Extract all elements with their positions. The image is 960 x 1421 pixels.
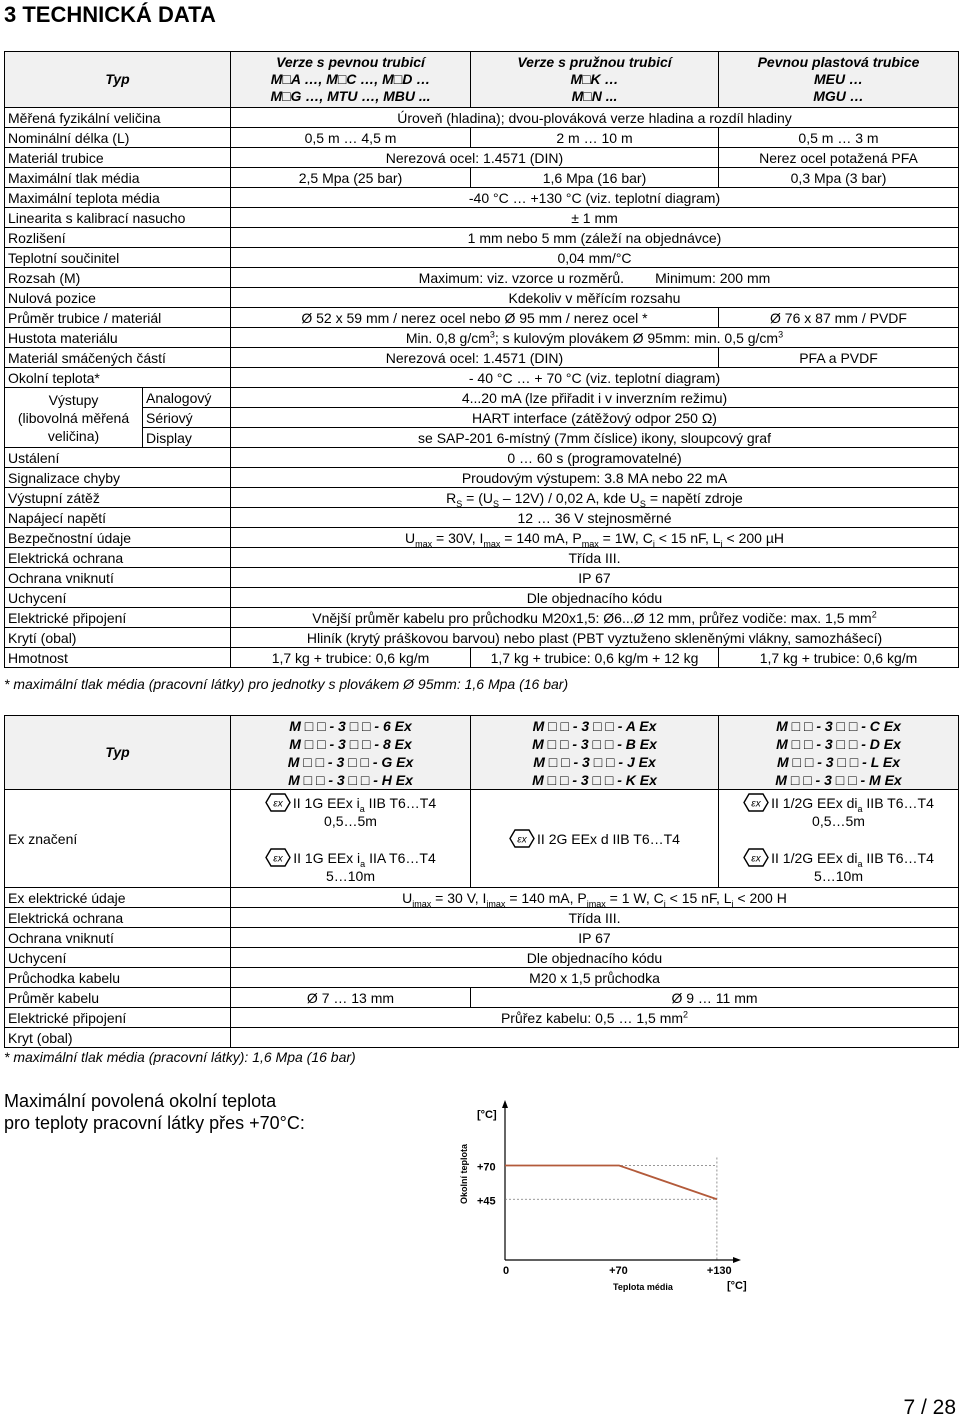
row-label: Sériový xyxy=(143,408,231,428)
code-line: M □ □ - 3 □ □ - 8 Ex xyxy=(289,735,412,752)
x-tick-label: +130 xyxy=(706,1265,732,1277)
row-value: 1 mm nebo 5 mm (záleží na objednávce) xyxy=(231,228,959,248)
table-row xyxy=(5,1008,959,1028)
flex-tube-header xyxy=(471,52,719,108)
header-line: Verze s pevnou trubicí xyxy=(276,54,425,70)
text: IIB T6…T4 xyxy=(364,794,437,811)
heading-line: Maximální povolená okolní teplota xyxy=(4,1091,277,1111)
table-row xyxy=(5,148,959,168)
sub: a xyxy=(360,858,366,869)
row-value: Proudovým výstupem: 3.8 MA nebo 22 mA xyxy=(231,468,959,488)
row-label: Hmotnost xyxy=(5,648,231,668)
table-row xyxy=(5,428,959,448)
row-label: Ochrana vniknutí xyxy=(5,928,231,948)
table-row xyxy=(5,388,959,408)
temperature-derating-chart xyxy=(455,1084,755,1299)
code-line: M □ □ - 3 □ □ - D Ex xyxy=(776,735,901,752)
code-line: M □ □ - 3 □ □ - H Ex xyxy=(288,771,413,788)
row-value: Dle objednacího kódu xyxy=(231,588,959,608)
sub: a xyxy=(857,858,863,869)
ex-hexagon-icon xyxy=(509,829,535,848)
svg-text:εx: εx xyxy=(273,798,283,809)
sup: 3 xyxy=(778,328,784,339)
section-title: 3 TECHNICKÁ DATA xyxy=(4,2,216,27)
ex-codes-c xyxy=(719,716,959,790)
text: veličina) xyxy=(47,427,100,444)
text: U xyxy=(405,529,416,546)
code-line: M □ □ - 3 □ □ - M Ex xyxy=(775,771,902,788)
row-label: Rozsah (M) xyxy=(5,268,231,288)
row-label: Průchodka kabelu xyxy=(5,968,231,988)
sub: a xyxy=(857,803,863,814)
text: < 15 nF, L xyxy=(654,529,721,546)
table-row xyxy=(5,368,959,388)
text: 0,5…5m xyxy=(812,812,865,829)
table-row xyxy=(5,948,959,968)
code-line: M □ □ - 3 □ □ - C Ex xyxy=(776,717,901,734)
table-row xyxy=(5,628,959,648)
header-line: MGU … xyxy=(813,88,864,104)
row-value: Nerezová ocel: 1.4571 (DIN) xyxy=(231,348,719,368)
row-label: Ustálení xyxy=(5,448,231,468)
row-label: Display xyxy=(143,428,231,448)
sub: max xyxy=(483,538,501,548)
sub: max xyxy=(415,538,433,548)
sub: imax xyxy=(486,898,506,908)
row-value: ± 1 mm xyxy=(231,208,959,228)
row-value xyxy=(231,528,959,548)
text: IIB T6…T4 xyxy=(862,794,934,811)
table-row xyxy=(5,908,959,928)
table-row xyxy=(5,488,959,508)
table-row xyxy=(5,448,959,468)
text: U xyxy=(402,889,413,906)
table-row xyxy=(5,790,959,888)
ex-hexagon-icon xyxy=(743,793,769,812)
row-label: Průměr kabelu xyxy=(5,988,231,1008)
row-value: Nerez ocel potažená PFA xyxy=(719,148,959,168)
table-row xyxy=(5,308,959,328)
table-row xyxy=(5,528,959,548)
table-row xyxy=(5,468,959,488)
row-value: se SAP-201 6-místný (7mm číslice) ikony, sloupcový graf xyxy=(231,428,959,448)
table-header-row xyxy=(5,52,959,108)
sub: imax xyxy=(586,898,606,908)
table-row xyxy=(5,328,959,348)
series-line xyxy=(505,1166,717,1200)
footnote-1: * maximální tlak média (pracovní látky) pro jednotky s plovákem Ø 95mm: 1,6 Mpa (16 bar) xyxy=(4,676,569,692)
x-tick-label: 0 xyxy=(503,1265,510,1277)
code-line: M □ □ - 3 □ □ - G Ex xyxy=(287,753,414,770)
table-row xyxy=(5,988,959,1008)
table-row xyxy=(5,408,959,428)
svg-text:εx: εx xyxy=(517,834,527,846)
plastic-tube-header xyxy=(719,52,959,108)
table-row xyxy=(5,248,959,268)
row-value: Ø 9 … 11 mm xyxy=(471,988,959,1008)
row-label: Napájecí napětí xyxy=(5,508,231,528)
type-header: Typ xyxy=(5,716,231,790)
page-number: 7 / 28 xyxy=(903,1396,956,1419)
sub: i xyxy=(663,898,666,908)
table-row xyxy=(5,888,959,908)
row-label: Materiál smáčených částí xyxy=(5,348,231,368)
row-value: Ø 76 x 87 mm / PVDF xyxy=(719,308,959,328)
row-value: Dle objednacího kódu xyxy=(231,948,959,968)
footnote-2: * maximální tlak média (pracovní látky): 1,6 Mpa (16 bar) xyxy=(4,1049,356,1065)
code-line: M □ □ - 3 □ □ - B Ex xyxy=(532,735,657,752)
sub: i xyxy=(720,538,723,548)
row-value: -40 °C … +130 °C (viz. teplotní diagram) xyxy=(231,188,959,208)
row-label: Ochrana vniknutí xyxy=(5,568,231,588)
text: = 1 W, C xyxy=(605,889,664,906)
sup: 2 xyxy=(683,1008,689,1019)
row-label: Rozlišení xyxy=(5,228,231,248)
text: = 30V, I xyxy=(432,529,484,546)
header-line: MEU … xyxy=(814,71,863,87)
row-label: Ex elektrické údaje xyxy=(5,888,231,908)
table-row xyxy=(5,188,959,208)
x-axis-unit: [°C] xyxy=(727,1280,747,1292)
heading-line: pro teploty pracovní látky přes +70°C: xyxy=(4,1113,305,1133)
table-row xyxy=(5,608,959,628)
text: II 2G EEx d IIB T6…T4 xyxy=(537,831,680,847)
table-row xyxy=(5,548,959,568)
row-value: 0,5 m … 3 m xyxy=(719,128,959,148)
text: II 1G EEx i xyxy=(293,849,361,866)
sub: imax xyxy=(412,898,432,908)
text: Průřez kabelu: 0,5 … 1,5 mm xyxy=(500,1009,684,1026)
row-value xyxy=(231,1028,959,1048)
sub: i xyxy=(731,898,734,908)
row-value: 1,7 kg + trubice: 0,6 kg/m xyxy=(719,648,959,668)
row-value: - 40 °C … + 70 °C (viz. teplotní diagram) xyxy=(231,368,959,388)
row-value: 0,04 mm/°C xyxy=(231,248,959,268)
type-header: Typ xyxy=(5,52,231,108)
table-row xyxy=(5,228,959,248)
text: = 30 V, I xyxy=(431,889,487,906)
y-axis-label: Okolní teplota xyxy=(459,1143,469,1205)
svg-text:εx: εx xyxy=(751,798,761,809)
row-label: Signalizace chyby xyxy=(5,468,231,488)
row-value: 2,5 Mpa (25 bar) xyxy=(231,168,471,188)
header-line: M□K … xyxy=(570,71,619,87)
row-value xyxy=(231,268,959,288)
ex-mark-a xyxy=(231,790,471,888)
range-max: Maximum: viz. vzorce u rozměrů. xyxy=(418,269,625,286)
text: < 200 µH xyxy=(722,529,784,546)
text: – 12V) / 0,02 A, kde U xyxy=(499,489,640,506)
row-value: 4...20 mA (lze přiřadit i v inverzním režimu) xyxy=(231,388,959,408)
row-label: Kryt (obal) xyxy=(5,1028,231,1048)
row-value: Úroveň (hladina); dvou-plováková verze hladina a rozdíl hladiny xyxy=(231,108,959,128)
table-row xyxy=(5,268,959,288)
row-value: Třída III. xyxy=(231,908,959,928)
row-value xyxy=(231,328,959,348)
text: (libovolná měřená xyxy=(17,409,130,426)
table-row xyxy=(5,108,959,128)
text: Výstupy xyxy=(48,391,99,408)
row-value: 1,7 kg + trubice: 0,6 kg/m + 12 kg xyxy=(471,648,719,668)
row-label: Ex značení xyxy=(5,790,231,888)
text: < 200 H xyxy=(733,889,787,906)
table-row xyxy=(5,928,959,948)
row-label: Materiál trubice xyxy=(5,148,231,168)
text: < 15 nF, L xyxy=(665,889,732,906)
text: = 1W, C xyxy=(598,529,653,546)
sub: S xyxy=(493,498,500,508)
text: = 140 mA, P xyxy=(500,529,582,546)
code-line: M □ □ - 3 □ □ - A Ex xyxy=(532,717,657,734)
row-value: Kdekoliv v měřícím rozsahu xyxy=(231,288,959,308)
row-label: Analogový xyxy=(143,388,231,408)
row-label: Hustota materiálu xyxy=(5,328,231,348)
table-row xyxy=(5,568,959,588)
row-label: Uchycení xyxy=(5,948,231,968)
row-label: Bezpečnostní údaje xyxy=(5,528,231,548)
row-value: Ø 52 x 59 mm / nerez ocel nebo Ø 95 mm / nerez ocel * xyxy=(231,308,719,328)
text: R xyxy=(446,489,457,506)
row-label: Nulová pozice xyxy=(5,288,231,308)
row-value: M20 x 1,5 průchodka xyxy=(231,968,959,988)
text: 5…10m xyxy=(813,867,864,884)
row-value: Nerezová ocel: 1.4571 (DIN) xyxy=(231,148,719,168)
row-value: 2 m … 10 m xyxy=(471,128,719,148)
table-row xyxy=(5,348,959,368)
table-row xyxy=(5,588,959,608)
row-value: 0,3 Mpa (3 bar) xyxy=(719,168,959,188)
header-line: M□A …, M□C …, M□D … xyxy=(270,71,431,87)
sub: max xyxy=(581,538,599,548)
fixed-tube-header xyxy=(231,52,471,108)
row-value: IP 67 xyxy=(231,568,959,588)
chart-plot-area xyxy=(477,1100,741,1277)
range-min: Minimum: 200 mm xyxy=(655,269,771,286)
ex-mark-c xyxy=(719,790,959,888)
code-line: M □ □ - 3 □ □ - J Ex xyxy=(533,753,656,770)
svg-text:εx: εx xyxy=(273,853,283,864)
text: II 1G EEx i xyxy=(292,794,360,811)
tech-data-table xyxy=(4,51,959,668)
table-row xyxy=(5,968,959,988)
y-axis-arrow xyxy=(502,1100,508,1108)
sup: 2 xyxy=(871,608,877,619)
row-label: Elektrická ochrana xyxy=(5,908,231,928)
table-row xyxy=(5,168,959,188)
row-label: Výstupní zátěž xyxy=(5,488,231,508)
row-value: 1,6 Mpa (16 bar) xyxy=(471,168,719,188)
text: 0,5…5m xyxy=(324,812,377,829)
ex-hexagon-icon xyxy=(265,848,291,867)
row-label: Průměr trubice / materiál xyxy=(5,308,231,328)
table-row xyxy=(5,508,959,528)
outputs-label xyxy=(5,388,143,448)
row-label: Maximální tlak média xyxy=(5,168,231,188)
code-line: M □ □ - 3 □ □ - L Ex xyxy=(776,753,901,770)
y-tick-label: +45 xyxy=(477,1195,496,1208)
row-label: Měřená fyzikální veličina xyxy=(5,108,231,128)
sub: i xyxy=(652,538,655,548)
row-label: Elektrické připojení xyxy=(5,608,231,628)
text: IIA T6…T4 xyxy=(365,849,436,866)
row-value xyxy=(231,608,959,628)
row-value: HART interface (zátěžový odpor 250 Ω) xyxy=(231,408,959,428)
y-axis-unit: [°C] xyxy=(477,1109,497,1121)
row-value: Ø 7 … 13 mm xyxy=(231,988,471,1008)
text: = napětí zdroje xyxy=(645,489,743,506)
row-value: Třída III. xyxy=(231,548,959,568)
text: Vnější průměr kabelu pro průchodku M20x1,5: Ø6...Ø 12 mm, průřez vodiče: max. 1,5 mm xyxy=(312,609,872,626)
row-value: 0,5 m … 4,5 m xyxy=(231,128,471,148)
table-row xyxy=(5,128,959,148)
x-tick-label: +70 xyxy=(609,1265,628,1277)
row-value: 12 … 36 V stejnosměrné xyxy=(231,508,959,528)
row-label: Krytí (obal) xyxy=(5,628,231,648)
text: II 1/2G EEx di xyxy=(771,794,858,811)
table-row xyxy=(5,1028,959,1048)
sub: S xyxy=(639,498,646,508)
sub: a xyxy=(359,803,365,814)
row-label: Nominální délka (L) xyxy=(5,128,231,148)
code-line: M □ □ - 3 □ □ - 6 Ex xyxy=(289,717,412,734)
text: ; s kulovým plovákem Ø 95mm: min. 0,5 g/cm xyxy=(494,329,779,346)
row-value: PFA a PVDF xyxy=(719,348,959,368)
header-line: Pevnou plastová trubice xyxy=(757,54,920,70)
x-axis-arrow xyxy=(733,1257,741,1263)
table-row xyxy=(5,288,959,308)
text: 5…10m xyxy=(325,867,376,884)
ex-mark-b xyxy=(471,790,719,888)
row-label: Elektrická ochrana xyxy=(5,548,231,568)
header-line: Verze s pružnou trubicí xyxy=(517,54,672,70)
text: = 140 mA, P xyxy=(505,889,587,906)
row-value xyxy=(231,888,959,908)
table-row xyxy=(5,648,959,668)
svg-text:εx: εx xyxy=(751,853,761,864)
row-label: Uchycení xyxy=(5,588,231,608)
header-line: M□N ... xyxy=(571,88,618,104)
ex-hexagon-icon xyxy=(743,848,769,867)
ex-hexagon-icon xyxy=(265,793,291,812)
ambient-temp-heading xyxy=(4,1090,305,1134)
row-label: Elektrické připojení xyxy=(5,1008,231,1028)
text: Min. 0,8 g/cm xyxy=(405,329,490,346)
row-label: Okolní teplota* xyxy=(5,368,231,388)
code-line: M □ □ - 3 □ □ - K Ex xyxy=(532,771,657,788)
y-tick-label: +70 xyxy=(477,1161,496,1174)
ex-data-table xyxy=(4,715,959,1048)
row-value: IP 67 xyxy=(231,928,959,948)
text: IIB T6…T4 xyxy=(862,849,934,866)
row-value: Hliník (krytý práškovou barvou) nebo plast (PBT vyztuženo skleněnými vlákny, samozhášecí) xyxy=(231,628,959,648)
row-value: 0 … 60 s (programovatelné) xyxy=(231,448,959,468)
row-label: Maximální teplota média xyxy=(5,188,231,208)
ex-codes-a xyxy=(231,716,471,790)
table-row xyxy=(5,208,959,228)
table-header-row xyxy=(5,716,959,790)
row-value xyxy=(231,1008,959,1028)
text: II 1/2G EEx di xyxy=(771,849,858,866)
row-label: Teplotní součinitel xyxy=(5,248,231,268)
text: = (U xyxy=(462,489,494,506)
row-value: 1,7 kg + trubice: 0,6 kg/m xyxy=(231,648,471,668)
header-line: M□G …, MTU …, MBU ... xyxy=(270,88,431,104)
sub: S xyxy=(456,498,463,508)
sup: 3 xyxy=(489,328,495,339)
x-axis-label: Teplota média xyxy=(613,1282,673,1292)
row-label: Linearita s kalibrací nasucho xyxy=(5,208,231,228)
row-value xyxy=(231,488,959,508)
ex-codes-b xyxy=(471,716,719,790)
